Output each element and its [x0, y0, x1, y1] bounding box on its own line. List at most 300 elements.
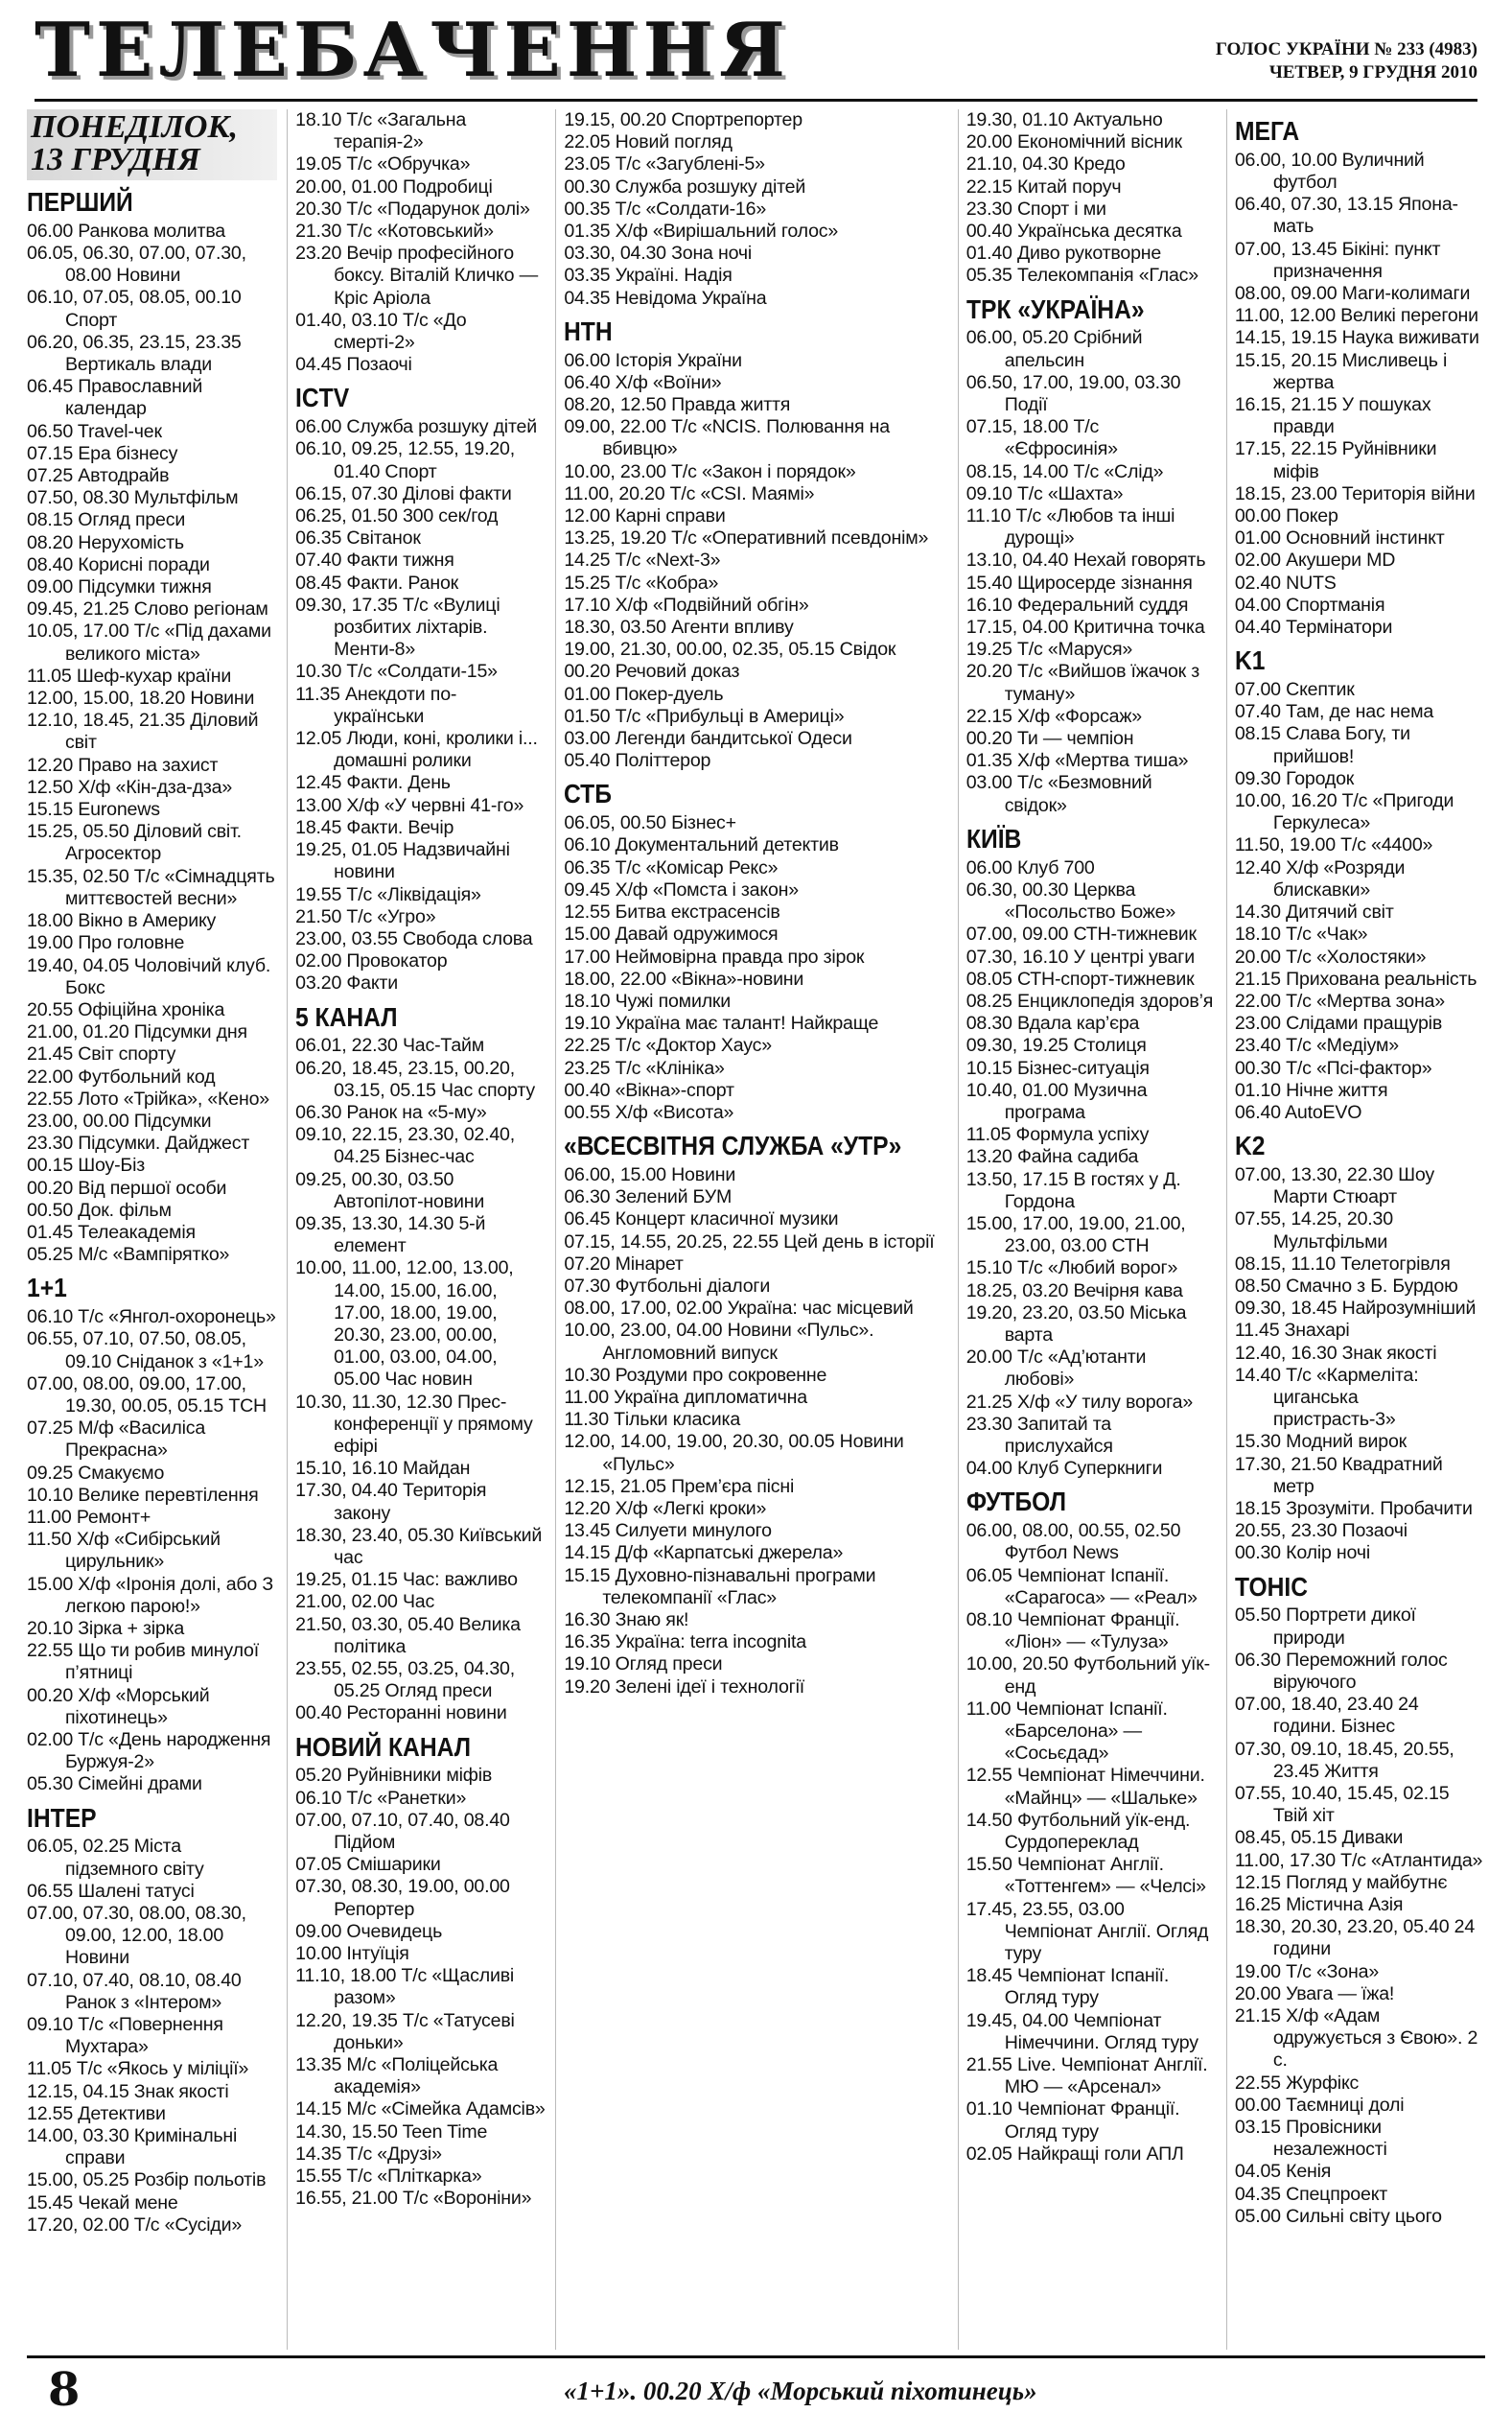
program-entry: 10.30 Роздуми про сокровенне	[564, 1364, 827, 1386]
program-entry: 10.15 Бізнес-ситуація	[965, 1057, 1150, 1079]
program-entry: 19.30, 01.10 Актуально	[965, 109, 1163, 130]
program-entry: 20.55, 23.30 Позаочі	[1234, 1520, 1407, 1542]
program-entry: 06.55 Шалені татусі	[27, 1880, 195, 1902]
program-entry: 07.15, 18.00 Т/с «Єфросинія»	[965, 416, 1118, 460]
program-entry: 05.40 Політтерор	[564, 750, 711, 772]
channel-title: ІНТЕР	[27, 1802, 97, 1833]
program-entry: 03.35 Україні. Надія	[564, 265, 733, 287]
program-entry: 11.10, 18.00 Т/с «Щасливі разом»	[295, 1965, 515, 2009]
program-entry: 06.00, 05.20 Срібний апельсин	[965, 327, 1143, 371]
program-entry: 09.30, 19.25 Столиця	[965, 1035, 1147, 1057]
program-entry: 13.20 Файна садиба	[965, 1146, 1139, 1168]
program-entry: 14.30 Дитячий світ	[1234, 902, 1394, 924]
day-header	[27, 109, 277, 180]
program-entry: 14.15 М/с «Сімейка Адамсів»	[295, 2098, 546, 2120]
program-entry: 11.05 Т/с «Якось у міліції»	[27, 2058, 249, 2080]
program-entry: 11.00 Україна дипломатична	[564, 1386, 807, 1408]
program-entry: 21.00, 01.20 Підсумки дня	[27, 1021, 247, 1043]
program-entry: 04.05 Кенія	[1234, 2161, 1332, 2183]
program-entry: 07.25 М/ф «Василіса Прекрасна»	[27, 1417, 206, 1462]
program-entry: 00.20 Х/ф «Морський піхотинець»	[27, 1684, 210, 1728]
program-entry: 00.40 Ресторанні новини	[295, 1702, 507, 1724]
program-entry: 07.50, 08.30 Мультфільм	[27, 487, 239, 509]
program-entry: 04.35 Невідома Україна	[564, 287, 767, 309]
program-entry: 20.00, 01.00 Подробиці	[295, 176, 493, 198]
program-entry: 15.50 Чемпіонат Англії. «Тоттенгем» — «Челсі»	[965, 1854, 1206, 1898]
program-entry: 18.00 Вікно в Америку	[27, 910, 217, 932]
program-entry: 07.05 Смішарики	[295, 1854, 441, 1876]
program-entry: 10.05, 17.00 Т/с «Під дахами великого міста»	[27, 621, 271, 665]
channel-title: K1	[1234, 645, 1266, 676]
program-entry: 11.50, 19.00 Т/с «4400»	[1234, 834, 1433, 856]
program-entry: 14.30, 15.50 Teen Time	[295, 2120, 488, 2143]
program-entry: 05.25 М/с «Вампірятко»	[27, 1244, 230, 1266]
program-entry: 06.30 Зелений БУМ	[564, 1186, 733, 1208]
program-entry: 10.00 Інтуїція	[295, 1943, 409, 1965]
program-entry: 12.20, 19.35 Т/с «Татусеві доньки»	[295, 2009, 515, 2053]
program-entry: 08.20, 12.50 Правда життя	[564, 394, 791, 416]
program-entry: 03.00 Т/с «Безмовний свідок»	[965, 772, 1152, 816]
program-entry: 09.45 Х/ф «Помста і закон»	[564, 878, 799, 901]
program-entry: 00.15 Шоу-Біз	[27, 1155, 146, 1177]
program-entry: 21.55 Live. Чемпіонат Англії. МЮ — «Арсенал»	[965, 2054, 1208, 2098]
program-entry: 18.30, 03.50 Агенти впливу	[564, 617, 794, 639]
program-entry: 08.30 Вдала кар’єра	[965, 1013, 1140, 1035]
program-entry: 06.05 Чемпіонат Іспанії. «Сарагоса» — «Реал»	[965, 1564, 1198, 1608]
program-entry: 07.30, 08.30, 19.00, 00.00 Репортер	[295, 1876, 510, 1920]
program-entry: 12.45 Факти. День	[295, 772, 451, 794]
program-entry: 06.40 AutoEVO	[1234, 1101, 1362, 1123]
program-entry: 23.30 Підсумки. Дайджест	[27, 1133, 250, 1155]
program-entry: 06.00, 08.00, 00.55, 02.50 Футбол News	[965, 1520, 1181, 1564]
program-entry: 10.00, 23.00, 04.00 Новини «Пульс». Англомовний випуск	[564, 1320, 874, 1364]
masthead-rule	[35, 99, 1477, 102]
program-entry: 22.00 Футбольний код	[27, 1066, 216, 1088]
program-entry: 08.05 СТН-спорт-тижневик	[965, 968, 1195, 990]
program-entry: 15.15 Духовно-пізнавальні програми телекомпанії «Глас»	[564, 1564, 876, 1608]
program-entry: 06.10 Т/с «Ранетки»	[295, 1787, 467, 1809]
program-entry: 01.40, 03.10 Т/с «До смерті-2»	[295, 309, 467, 354]
program-entry: 16.25 Містична Азія	[1234, 1894, 1404, 1916]
program-entry: 15.55 Т/с «Пліткарка»	[295, 2166, 482, 2188]
program-entry: 00.30 Служба розшуку дітей	[564, 176, 806, 198]
program-entry: 22.00 Т/с «Мертва зона»	[1234, 990, 1445, 1012]
program-entry: 11.00 Ремонт+	[27, 1506, 151, 1528]
program-entry: 06.00 Клуб 700	[965, 856, 1095, 878]
program-entry: 00.20 Від першої особи	[27, 1177, 227, 1199]
program-entry: 18.45 Факти. Вечір	[295, 816, 454, 838]
program-entry: 00.00 Покер	[1234, 505, 1338, 527]
program-entry: 10.00, 16.20 Т/с «Пригоди Геркулеса»	[1234, 790, 1454, 834]
column-blocks	[564, 109, 947, 1698]
program-entry: 09.35, 13.30, 14.30 5-й елемент	[295, 1212, 486, 1257]
program-entry: 11.10 Т/с «Любов та інші дурощі»	[965, 505, 1175, 550]
program-entry: 18.10 Т/с «Загальна терапія-2»	[295, 109, 467, 153]
program-entry: 14.25 Т/с «Next-3»	[564, 550, 721, 572]
program-entry: 12.00, 14.00, 19.00, 20.30, 00.05 Новини «Пульс»	[564, 1431, 904, 1475]
program-entry: 07.30, 16.10 У центрі уваги	[965, 946, 1195, 968]
program-entry: 06.50 Travel-чек	[27, 420, 162, 442]
day-name: ПОНЕДІЛОК,	[31, 109, 239, 145]
program-entry: 11.45 Знахарі	[1234, 1320, 1350, 1342]
program-entry: 21.25 Х/ф «У тилу ворога»	[965, 1391, 1194, 1413]
program-entry: 19.05 Т/с «Обручка»	[295, 153, 471, 176]
program-entry: 05.30 Сімейні драми	[27, 1773, 202, 1795]
program-entry: 01.40 Диво рукотворне	[965, 243, 1162, 265]
program-entry: 23.05 Т/с «Загублені-5»	[564, 153, 765, 176]
program-entry: 09.25, 00.30, 03.50 Автопілот-новини	[295, 1168, 485, 1212]
program-entry: 09.00 Очевидець	[295, 1920, 443, 1942]
program-entry: 06.30 Переможний голос віруючого	[1234, 1649, 1448, 1693]
program-entry: 08.10 Чемпіонат Франції. «Ліон» — «Тулуза»	[965, 1608, 1180, 1653]
program-entry: 05.20 Руйнівники міфів	[295, 1765, 493, 1787]
program-entry: 07.40 Там, де нас нема	[1234, 701, 1434, 723]
program-entry: 12.20 Х/ф «Легкі кроки»	[564, 1497, 767, 1519]
program-entry: 09.30 Городок	[1234, 767, 1355, 789]
program-entry: 15.00 Давай одружимося	[564, 924, 779, 946]
program-entry: 11.00, 20.20 Т/с «CSI. Маямі»	[564, 482, 815, 504]
program-entry: 07.30 Футбольні діалоги	[564, 1275, 771, 1297]
program-entry: 05.35 Телекомпанія «Глас»	[965, 265, 1198, 287]
program-entry: 07.00, 07.30, 08.00, 08.30, 09.00, 12.00, 18.00 Новини	[27, 1903, 246, 1969]
program-entry: 15.40 Щиросерде зізнання	[965, 572, 1193, 594]
issue-info	[1216, 38, 1477, 84]
program-entry: 13.00 Х/ф «У червні 41-го»	[295, 794, 524, 816]
program-entry: 19.55 Т/с «Ліквідація»	[295, 883, 481, 905]
schedule-column-2	[287, 109, 546, 2350]
program-entry: 08.20 Нерухомість	[27, 531, 184, 553]
program-entry: 06.35 Світанок	[295, 527, 421, 550]
program-entry: 09.10 Т/с «Повернення Мухтара»	[27, 2014, 223, 2058]
program-entry: 08.25 Енциклопедія здоров’я	[965, 990, 1214, 1012]
program-entry: 07.55, 10.40, 15.45, 02.15 Твій хіт	[1234, 1783, 1450, 1827]
program-entry: 19.45, 04.00 Чемпіонат Німеччини. Огляд туру	[965, 2009, 1198, 2053]
program-entry: 20.10 Зірка + зірка	[27, 1617, 185, 1639]
program-entry: 06.01, 22.30 Час-Тайм	[295, 1035, 485, 1057]
program-entry: 22.15 Х/ф «Форсаж»	[965, 705, 1142, 727]
program-entry: 00.30 Колір ночі	[1234, 1542, 1370, 1564]
program-entry: 21.50, 03.30, 05.40 Велика політика	[295, 1613, 521, 1657]
program-entry: 02.40 NUTS	[1234, 572, 1337, 594]
program-entry: 11.00, 17.30 Т/с «Атлантида»	[1234, 1849, 1483, 1871]
program-entry: 08.40 Корисні поради	[27, 553, 210, 575]
program-entry: 11.35 Анекдоти по-українськи	[295, 683, 457, 727]
program-entry: 06.15, 07.30 Ділові факти	[295, 482, 512, 504]
program-entry: 18.10 Т/с «Чак»	[1234, 924, 1368, 946]
program-entry: 12.00 Карні справи	[564, 505, 726, 527]
program-entry: 00.35 Т/с «Солдати-16»	[564, 198, 767, 220]
program-entry: 16.30 Знаю як!	[564, 1608, 689, 1630]
program-entry: 05.00 Сильні світу цього	[1234, 2205, 1442, 2227]
schedule-column-3	[555, 109, 947, 2350]
program-entry: 07.00, 13.30, 22.30 Шоу Марти Стюарт	[1234, 1163, 1434, 1208]
program-entry: 00.40 «Вікна»-спорт	[564, 1079, 734, 1101]
channel-title: КИЇВ	[965, 823, 1022, 854]
program-entry: 06.05, 00.50 Бізнес+	[564, 812, 736, 834]
program-entry: 19.00 Т/с «Зона»	[1234, 1960, 1380, 1982]
program-entry: 06.40, 07.30, 13.15 Япона-мать	[1234, 194, 1458, 238]
program-entry: 19.00 Про головне	[27, 932, 185, 954]
program-entry: 11.00 Чемпіонат Іспанії. «Барселона» — «Сосьєдад»	[965, 1698, 1168, 1765]
program-entry: 13.25, 19.20 Т/с «Оперативний псевдонім»	[564, 527, 929, 550]
program-entry: 19.20 Зелені ідеї і технології	[564, 1675, 804, 1698]
program-entry: 17.15, 04.00 Критична точка	[965, 617, 1205, 639]
program-entry: 14.15 Д/ф «Карпатські джерела»	[564, 1542, 844, 1564]
column-blocks	[1235, 117, 1485, 2228]
program-entry: 03.20 Факти	[295, 972, 398, 995]
program-entry: 20.30 Т/с «Подарунок долі»	[295, 198, 530, 220]
program-entry: 15.35, 02.50 Т/с «Сімнадцять миттєвостей весни»	[27, 865, 275, 909]
program-entry: 13.50, 17.15 В гостях у Д. Гордона	[965, 1168, 1181, 1212]
program-entry: 00.20 Речовий доказ	[564, 661, 740, 683]
program-entry: 16.10 Федеральний суддя	[965, 594, 1189, 616]
program-entry: 06.05, 02.25 Міста підземного світу	[27, 1836, 204, 1880]
program-entry: 08.45 Факти. Ранок	[295, 572, 459, 594]
program-entry: 21.30 Т/с «Котовський»	[295, 221, 494, 243]
channel-title: ПЕРШИЙ	[27, 187, 133, 217]
program-entry: 04.40 Термінатори	[1234, 617, 1393, 639]
program-entry: 13.10, 04.40 Нехай говорять	[965, 550, 1206, 572]
channel-title: НОВИЙ КАНАЛ	[295, 1731, 472, 1762]
program-entry: 15.45 Чекай мене	[27, 2191, 178, 2213]
program-entry: 17.45, 23.55, 03.00 Чемпіонат Англії. Огляд туру	[965, 1898, 1209, 1965]
program-entry: 06.00 Історія України	[564, 349, 742, 371]
program-entry: 12.15, 04.15 Знак якості	[27, 2080, 229, 2102]
program-entry: 15.10 Т/с «Любий ворог»	[965, 1257, 1178, 1279]
schedule-column-1	[27, 109, 277, 2350]
program-entry: 05.50 Портрети дикої природи	[1234, 1604, 1416, 1649]
program-entry: 06.50, 17.00, 19.00, 03.30 Події	[965, 371, 1181, 416]
program-entry: 21.45 Світ спорту	[27, 1043, 176, 1066]
program-entry: 06.10, 09.25, 12.55, 19.20, 01.40 Спорт	[295, 438, 515, 482]
program-entry: 09.10, 22.15, 23.30, 02.40, 04.25 Бізнес-час	[295, 1124, 515, 1168]
program-entry: 00.40 Українська десятка	[965, 221, 1182, 243]
channel-title: ICTV	[295, 383, 350, 413]
program-entry: 06.45 Православний календар	[27, 376, 203, 420]
program-entry: 15.30 Модний вирок	[1234, 1431, 1407, 1453]
program-entry: 06.20, 18.45, 23.15, 00.20, 03.15, 05.15 Час спорту	[295, 1057, 535, 1101]
program-entry: 17.15, 22.15 Руйнівники міфів	[1234, 438, 1437, 482]
program-entry: 08.15 Огляд преси	[27, 509, 186, 531]
program-entry: 07.40 Факти тижня	[295, 550, 454, 572]
program-entry: 07.30, 09.10, 18.45, 20.55, 23.45 Життя	[1234, 1738, 1454, 1782]
program-entry: 06.10 Документальний детектив	[564, 834, 839, 856]
program-entry: 00.30 Т/с «Псі-фактор»	[1234, 1057, 1432, 1079]
program-entry: 17.00 Неймовірна правда про зірок	[564, 946, 865, 968]
program-entry: 04.00 Спортманія	[1234, 594, 1385, 616]
program-entry: 15.00 Х/ф «Іронія долі, або З легкою парою!»	[27, 1573, 273, 1617]
program-entry: 20.00 Увага — їжа!	[1234, 1982, 1395, 2004]
program-entry: 12.10, 18.45, 21.35 Діловий світ	[27, 710, 259, 754]
program-entry: 18.15 Зрозуміти. Пробачити	[1234, 1497, 1473, 1519]
program-entry: 01.45 Телеакадемія	[27, 1221, 196, 1243]
program-entry: 23.25 Т/с «Клініка»	[564, 1057, 725, 1079]
program-entry: 12.15, 21.05 Прем’єра пісні	[564, 1475, 795, 1497]
program-entry: 04.45 Позаочі	[295, 354, 412, 376]
channel-title: ТРК «УКРАЇНА»	[965, 293, 1145, 324]
program-entry: 12.55 Битва екстрасенсів	[564, 902, 780, 924]
program-entry: 09.25 Смакуємо	[27, 1462, 165, 1484]
program-entry: 19.10 Огляд преси	[564, 1653, 723, 1675]
program-entry: 20.00 Т/с «Ад’ютанти любові»	[965, 1347, 1147, 1391]
footer-promo: «1+1». 00.20 Х/ф «Морський піхотинець»	[564, 2377, 1037, 2405]
program-entry: 02.00 Провокатор	[295, 950, 448, 972]
program-entry: 21.15 Х/ф «Адам одружується з Євою». 2 с.	[1234, 2005, 1478, 2072]
program-entry: 12.40 Х/ф «Розряди блискавки»	[1234, 856, 1406, 901]
program-entry: 19.25, 01.05 Надзвичайні новини	[295, 839, 510, 883]
column-blocks	[27, 188, 277, 2237]
program-entry: 09.45, 21.25 Слово регіонам	[27, 598, 268, 621]
program-entry: 23.00, 03.55 Свобода слова	[295, 927, 533, 949]
program-entry: 02.00 Т/с «День народження Буржуя-2»	[27, 1729, 271, 1773]
program-entry: 20.55 Офіційна хроніка	[27, 998, 225, 1020]
program-entry: 15.25, 05.50 Діловий світ. Агросектор	[27, 821, 242, 865]
program-entry: 00.20 Ти — чемпіон	[965, 728, 1134, 750]
newspaper-issue: ГОЛОС УКРАЇНИ № 233 (4983)	[1215, 39, 1477, 59]
program-entry: 06.10 Т/с «Янгол-охоронець»	[27, 1306, 276, 1328]
program-entry: 01.00 Покер-дуель	[564, 683, 724, 705]
program-entry: 09.30, 18.45 Найрозумніший	[1234, 1298, 1477, 1320]
program-entry: 22.55 Лото «Трійка», «Кено»	[27, 1088, 269, 1110]
footer-rule	[27, 2355, 1485, 2358]
day-date: 13 ГРУДНЯ	[31, 142, 200, 177]
program-entry: 01.10 Чемпіонат Франції. Огляд туру	[965, 2098, 1180, 2143]
program-entry: 07.00, 09.00 СТН-тижневик	[965, 924, 1197, 946]
channel-title: «ВСЕСВІТНЯ СЛУЖБА «УТР»	[564, 1131, 902, 1161]
program-entry: 01.35 Х/ф «Мертва тиша»	[965, 750, 1189, 772]
program-entry: 13.35 М/с «Поліцейська академія»	[295, 2054, 499, 2098]
program-entry: 07.25 Автодрайв	[27, 465, 170, 487]
program-entry: 11.05 Шеф-кухар країни	[27, 665, 232, 687]
program-entry: 19.20, 23.20, 03.50 Міська варта	[965, 1301, 1187, 1346]
program-entry: 09.10 Т/с «Шахта»	[965, 482, 1124, 504]
program-entry: 03.15 Провісники незалежності	[1234, 2117, 1387, 2161]
program-entry: 01.50 Т/с «Прибульці в Америці»	[564, 705, 845, 727]
program-entry: 14.40 Т/с «Кармеліта: циганська пристрасть-3»	[1234, 1364, 1419, 1431]
program-entry: 19.25, 01.15 Час: важливо	[295, 1569, 518, 1591]
program-entry: 06.30, 00.30 Церква «Посольство Боже»	[965, 878, 1176, 924]
program-entry: 06.35 Т/с «Комісар Рекс»	[564, 856, 779, 878]
program-entry: 10.40, 01.00 Музична програма	[965, 1079, 1148, 1123]
channel-title: K2	[1234, 1131, 1266, 1161]
program-entry: 07.20 Мінарет	[564, 1253, 684, 1275]
program-entry: 06.55, 07.10, 07.50, 08.05, 09.10 Сніданок з «1+1»	[27, 1328, 264, 1372]
program-entry: 18.45 Чемпіонат Іспанії. Огляд туру	[965, 1965, 1170, 2009]
program-entry: 08.00, 09.00 Маги-колимаги	[1234, 283, 1471, 305]
program-entry: 23.20 Вечір професійного боксу. Віталій Кличко — Кріс Аріола	[295, 243, 538, 309]
program-entry: 12.50 Х/ф «Кін-дза-дза»	[27, 776, 233, 798]
program-entry: 06.05, 06.30, 07.00, 07.30, 08.00 Новини	[27, 243, 246, 287]
program-entry: 15.25 Т/с «Кобра»	[564, 572, 719, 594]
program-entry: 06.10, 07.05, 08.05, 00.10 Спорт	[27, 287, 242, 331]
program-entry: 08.45, 05.15 Диваки	[1234, 1827, 1404, 1849]
program-entry: 19.00, 21.30, 00.00, 02.35, 05.15 Свідок	[564, 639, 896, 661]
program-entry: 06.30 Ранок на «5-му»	[295, 1101, 487, 1123]
program-entry: 23.30 Запитай та прислухайся	[965, 1413, 1113, 1457]
program-entry: 12.15 Погляд у майбутнє	[1234, 1871, 1448, 1893]
program-entry: 18.25, 03.20 Вечірня кава	[965, 1279, 1183, 1301]
program-entry: 15.10, 16.10 Майдан	[295, 1458, 471, 1480]
program-entry: 14.35 Т/с «Друзі»	[295, 2143, 442, 2165]
program-entry: 10.10 Велике перевтілення	[27, 1484, 259, 1506]
program-entry: 12.05 Люди, коні, кролики і... домашні ролики	[295, 728, 538, 772]
program-entry: 10.30 Т/с «Солдати-15»	[295, 661, 498, 683]
program-entry: 06.45 Концерт класичної музики	[564, 1208, 839, 1230]
program-entry: 18.30, 20.30, 23.20, 05.40 24 години	[1234, 1916, 1476, 1960]
program-entry: 08.50 Смачно з Б. Бурдою	[1234, 1275, 1458, 1297]
program-entry: 10.30, 11.30, 12.30 Прес-конференції у прямому ефірі	[295, 1391, 533, 1457]
program-entry: 08.15 Слава Богу, ти прийшов!	[1234, 723, 1410, 767]
program-entry: 10.00, 20.50 Футбольний уїк-енд	[965, 1653, 1210, 1698]
program-entry: 06.00 Ранкова молитва	[27, 220, 226, 242]
program-entry: 22.05 Новий погляд	[564, 131, 733, 153]
program-entry: 22.55 Журфікс	[1234, 2072, 1360, 2094]
column-blocks	[966, 109, 1217, 2166]
program-entry: 04.00 Клуб Суперкниги	[965, 1458, 1163, 1480]
program-entry: 08.15, 14.00 Т/с «Слід»	[965, 460, 1164, 482]
program-entry: 07.00, 08.00, 09.00, 17.00, 19.30, 00.05, 05.15 ТСН	[27, 1372, 267, 1417]
program-entry: 09.00 Підсумки тижня	[27, 576, 212, 598]
program-entry: 07.00, 07.10, 07.40, 08.40 Підйом	[295, 1809, 510, 1854]
program-entry: 18.00, 22.00 «Вікна»-новини	[564, 968, 804, 990]
program-entry: 09.30, 17.35 Т/с «Вулиці розбитих ліхтарів. Менти-8»	[295, 594, 500, 661]
program-entry: 12.20 Право на захист	[27, 754, 219, 776]
program-entry: 21.50 Т/с «Угро»	[295, 905, 436, 927]
page-footer	[27, 2355, 1485, 2423]
program-entry: 06.20, 06.35, 23.15, 23.35 Вертикаль влади	[27, 331, 242, 376]
program-entry: 12.55 Детективи	[27, 2102, 166, 2124]
program-entry: 23.00 Слідами пращурів	[1234, 1013, 1443, 1035]
program-entry: 10.00, 23.00 Т/с «Закон і порядок»	[564, 460, 856, 482]
program-entry: 22.15 Китай поруч	[965, 176, 1122, 198]
channel-title: ТОНІС	[1234, 1571, 1308, 1602]
program-entry: 20.00 Економічний вісник	[965, 131, 1182, 153]
program-entry: 19.15, 00.20 Спортрепортер	[564, 109, 803, 130]
program-entry: 20.00 Т/с «Холостяки»	[1234, 946, 1427, 968]
program-entry: 06.25, 01.50 300 сек/год	[295, 505, 499, 527]
program-entry: 17.30, 21.50 Квадратний метр	[1234, 1453, 1443, 1497]
program-entry: 17.10 Х/ф «Подвійний обгін»	[564, 594, 809, 616]
program-entry: 21.00, 02.00 Час	[295, 1591, 435, 1613]
program-entry: 16.15, 21.15 У пошуках правди	[1234, 394, 1431, 438]
program-entry: 03.00 Легенди бандитської Одеси	[564, 728, 852, 750]
program-entry: 11.05 Формула успіху	[965, 1124, 1150, 1146]
program-entry: 07.00, 18.40, 23.40 24 години. Бізнес	[1234, 1694, 1419, 1738]
program-entry: 06.00 Служба розшуку дітей	[295, 416, 537, 438]
program-entry: 23.55, 02.55, 03.25, 04.30, 05.25 Огляд преси	[295, 1658, 515, 1702]
section-title: ТЕЛЕБАЧЕННЯ	[35, 7, 791, 94]
program-entry: 00.55 Х/ф «Висота»	[564, 1101, 734, 1123]
program-entry: 18.30, 23.40, 05.30 Київський час	[295, 1524, 543, 1568]
program-entry: 08.00, 17.00, 02.00 Україна: час місцевий	[564, 1298, 914, 1320]
program-entry: 21.15 Прихована реальність	[1234, 968, 1477, 990]
channel-title: МЕГА	[1234, 116, 1300, 146]
program-entry: 17.30, 04.40 Територія закону	[295, 1480, 487, 1524]
program-entry: 12.55 Чемпіонат Німеччини. «Майнц» — «Шальке»	[965, 1765, 1205, 1809]
program-entry: 07.15, 14.55, 20.25, 22.55 Цей день в історії	[564, 1230, 935, 1253]
program-entry: 07.15 Ера бізнесу	[27, 442, 178, 464]
column-blocks	[295, 109, 546, 2210]
issue-date: ЧЕТВЕР, 9 ГРУДНЯ 2010	[1268, 61, 1477, 82]
program-entry: 03.30, 04.30 Зона ночі	[564, 243, 753, 265]
channel-title: НТН	[564, 316, 613, 346]
channel-title: СТБ	[564, 779, 613, 809]
program-entry: 15.00, 05.25 Розбір польотів	[27, 2169, 267, 2191]
program-entry: 01.10 Нічне життя	[1234, 1079, 1388, 1101]
channel-title: 1+1	[27, 1273, 67, 1303]
program-entry: 02.05 Найкращі голи АПЛ	[965, 2143, 1184, 2165]
program-entry: 22.55 Що ти робив минулої п’ятниці	[27, 1640, 259, 1684]
